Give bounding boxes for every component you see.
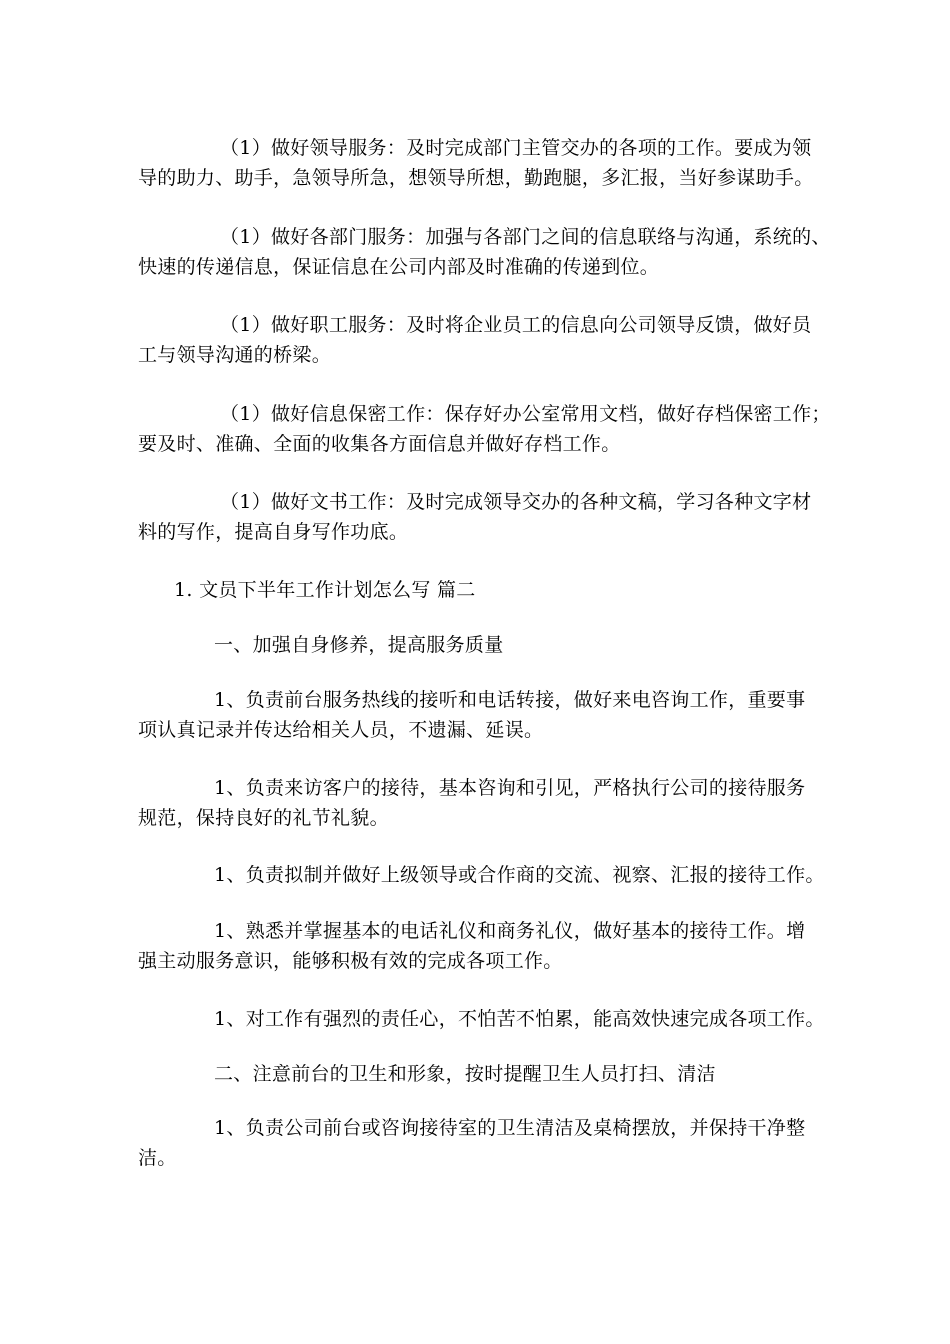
subheading-1 bbox=[138, 630, 810, 660]
text-line: 洁。 bbox=[138, 1147, 177, 1169]
text-line: 1、对工作有强烈的责任心，不怕苦不怕累，能高效快速完成各项工作。 bbox=[214, 1008, 825, 1030]
paragraph-cleanliness bbox=[138, 1113, 810, 1173]
text-line: （1）做好文书工作：及时完成领导交办的各种文稿，学习各种文字材 bbox=[220, 491, 812, 513]
text-line: 1、负责公司前台或咨询接待室的卫生清洁及桌椅摆放，并保持干净整 bbox=[214, 1117, 806, 1139]
paragraph-document-work bbox=[138, 487, 810, 547]
text-line: 1、负责前台服务热线的接听和电话转接，做好来电咨询工作，重要事 bbox=[214, 689, 806, 711]
paragraph-staff-service bbox=[138, 310, 810, 370]
paragraph-responsibility bbox=[138, 1004, 825, 1034]
text-line: 1、负责拟制并做好上级领导或合作商的交流、视察、汇报的接待工作。 bbox=[214, 864, 825, 886]
text-line: 料的写作，提高自身写作功底。 bbox=[138, 521, 409, 543]
text-line: 1、熟悉并掌握基本的电话礼仪和商务礼仪，做好基本的接待工作。增 bbox=[214, 920, 806, 942]
text-line: 规范，保持良好的礼节礼貌。 bbox=[138, 807, 389, 829]
text-line: 二、注意前台的卫生和形象，按时提醒卫生人员打扫、清洁 bbox=[214, 1063, 716, 1085]
paragraph-leader-service bbox=[138, 133, 814, 193]
paragraph-confidentiality bbox=[138, 399, 831, 459]
text-line: 1. 文员下半年工作计划怎么写 篇二 bbox=[174, 579, 476, 601]
section-heading bbox=[138, 575, 810, 605]
text-line: 项认真记录并传达给相关人员，不遗漏、延误。 bbox=[138, 719, 544, 741]
text-line: （1）做好各部门服务：加强与各部门之间的信息联络与沟通，系统的、 bbox=[220, 226, 831, 248]
paragraph-reception bbox=[138, 860, 825, 890]
text-line: 一、加强自身修养，提高服务质量 bbox=[214, 634, 504, 656]
text-line: 工与领导沟通的桥梁。 bbox=[138, 344, 332, 366]
paragraph-etiquette bbox=[138, 916, 810, 976]
text-line: （1）做好领导服务：及时完成部门主管交办的各项的工作。要成为领 bbox=[220, 137, 812, 159]
text-line: （1）做好信息保密工作：保存好办公室常用文档，做好存档保密工作； bbox=[220, 403, 831, 425]
paragraph-visitors bbox=[138, 773, 810, 833]
text-line: 导的助力、助手，急领导所急，想领导所想，勤跑腿，多汇报，当好参谋助手。 bbox=[138, 167, 814, 189]
text-line: 1、负责来访客户的接待，基本咨询和引见，严格执行公司的接待服务 bbox=[214, 777, 806, 799]
text-line: 强主动服务意识，能够积极有效的完成各项工作。 bbox=[138, 950, 563, 972]
text-line: 要及时、准确、全面的收集各方面信息并做好存档工作。 bbox=[138, 433, 621, 455]
paragraph-hotline bbox=[138, 685, 810, 745]
subheading-2 bbox=[138, 1059, 810, 1089]
text-line: 快速的传递信息，保证信息在公司内部及时准确的传递到位。 bbox=[138, 256, 660, 278]
paragraph-department-service bbox=[138, 222, 831, 282]
text-line: （1）做好职工服务：及时将企业员工的信息向公司领导反馈，做好员 bbox=[220, 314, 812, 336]
